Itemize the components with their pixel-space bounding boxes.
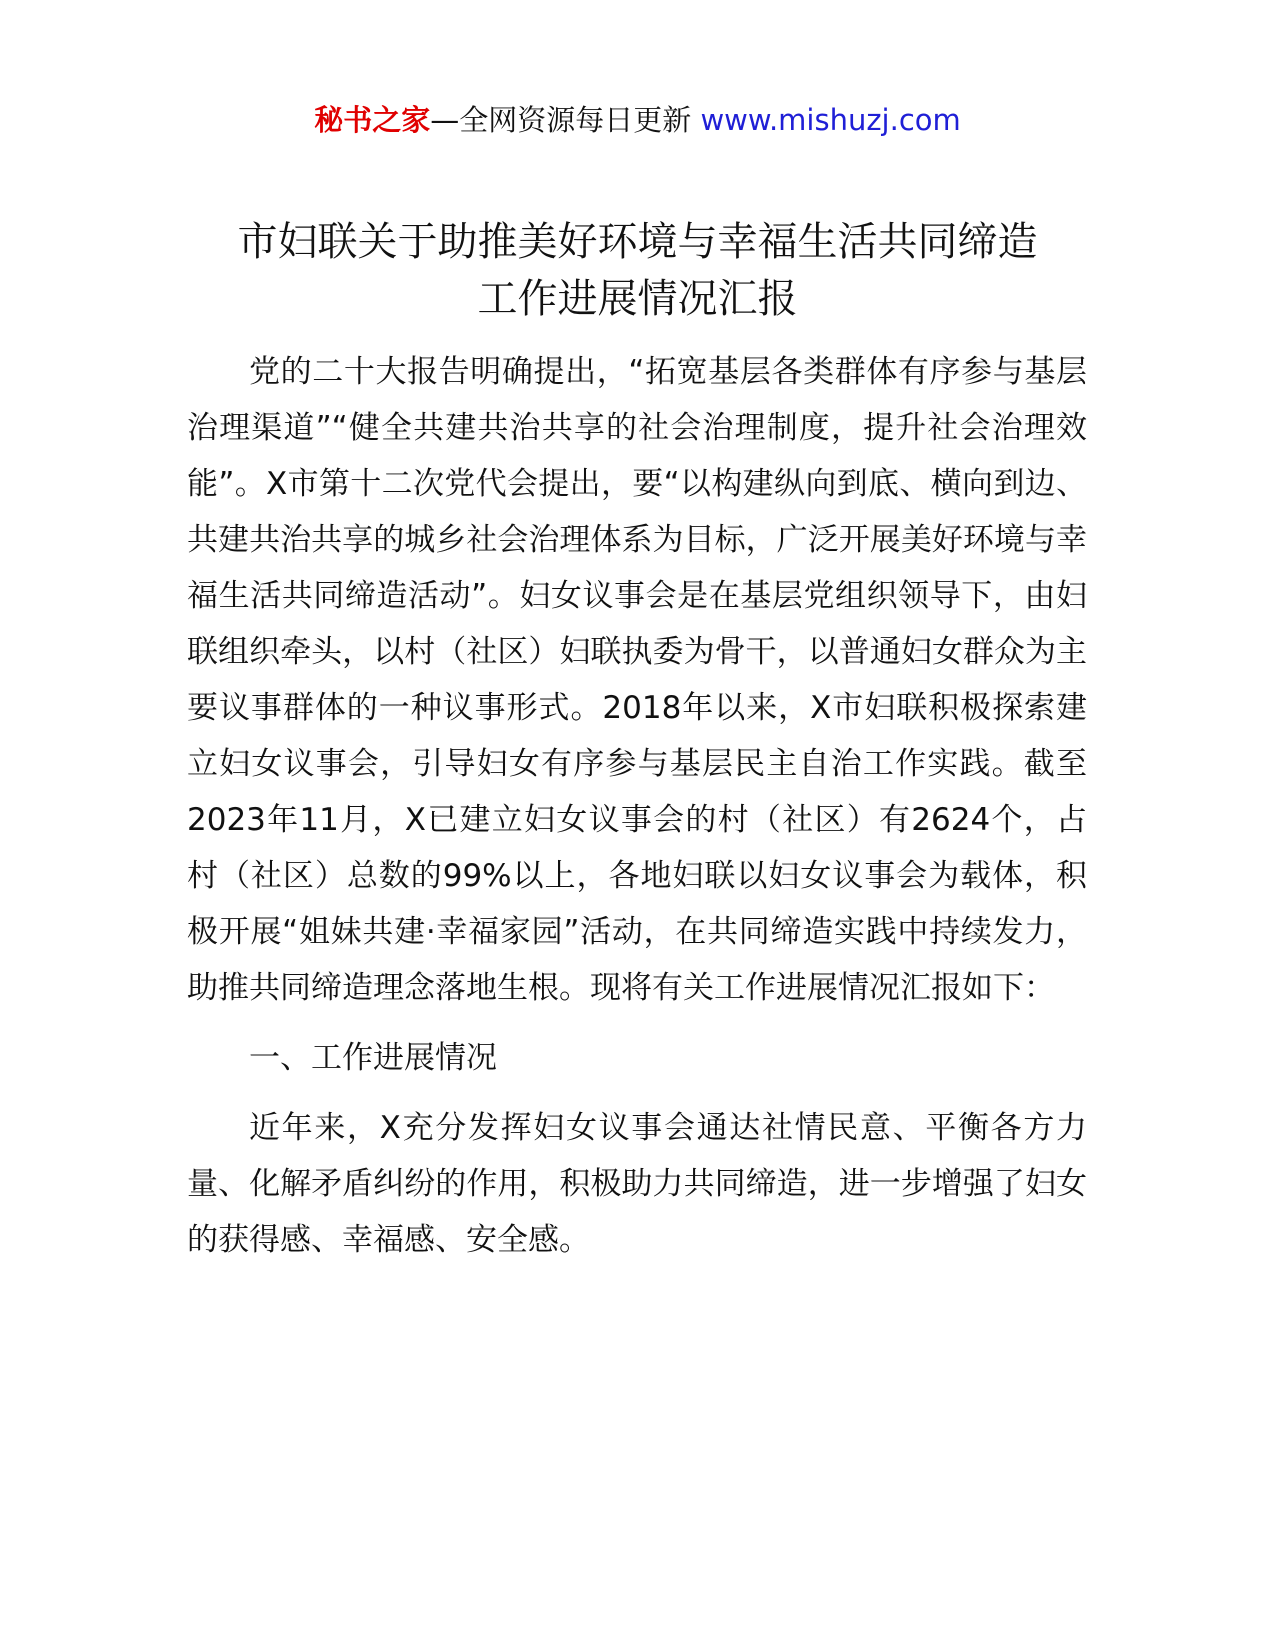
section-paragraph: 近年来，X充分发挥妇女议事会通达社情民意、平衡各方力量、化解矛盾纠纷的作用，积极助力共同缔造，进一步增强了妇女的获得感、幸福感、安全感。 [187,1110,1087,1258]
document-title [120,214,1155,328]
document-title-line-2: 工作进展情况汇报 [477,276,798,322]
site-brand: 秘书之家 [314,103,431,137]
site-url-link[interactable]: www.mishuzj.com [700,103,961,137]
document-title-line-1: 市妇联关于助推美好环境与幸福生活共同缔造 [237,219,1038,265]
site-header [0,98,1275,142]
site-tagline: —全网资源每日更新 [430,103,701,137]
intro-paragraph: 党的二十大报告明确提出，“拓宽基层各类群体有序参与基层治理渠道”“健全共建共治共享的社会治理制度，提升社会治理效能”。X市第十二次党代会提出，要“以构建纵向到底、横向到边、共建共治共享的城乡社会治理体系为目标，广泛开展美好环境与幸福生活共同缔造活动”。妇女议事会是在基层党组织领导下，由妇联组织牵头，以村（社区）妇联执委为骨干，以普通妇女群众为主要议事群体的一种议事形式。2018年以来，X市妇联积极探索建立妇女议事会，引导妇女有序参与基层民主自治工作实践。截至2023年11月，X已建立妇女议事会的村（社区）有2624个，占村（社区）总数的99%以上，各地妇联以妇女议事会为载体，积极开展“姐妹共建·幸福家园”活动，在共同缔造实践中持续发力，助推共同缔造理念落地生根。现将有关工作进展情况汇报如下： [187,354,1087,1006]
document-body [187,344,1087,1282]
section-heading: 一、工作进展情况 [249,1040,497,1076]
